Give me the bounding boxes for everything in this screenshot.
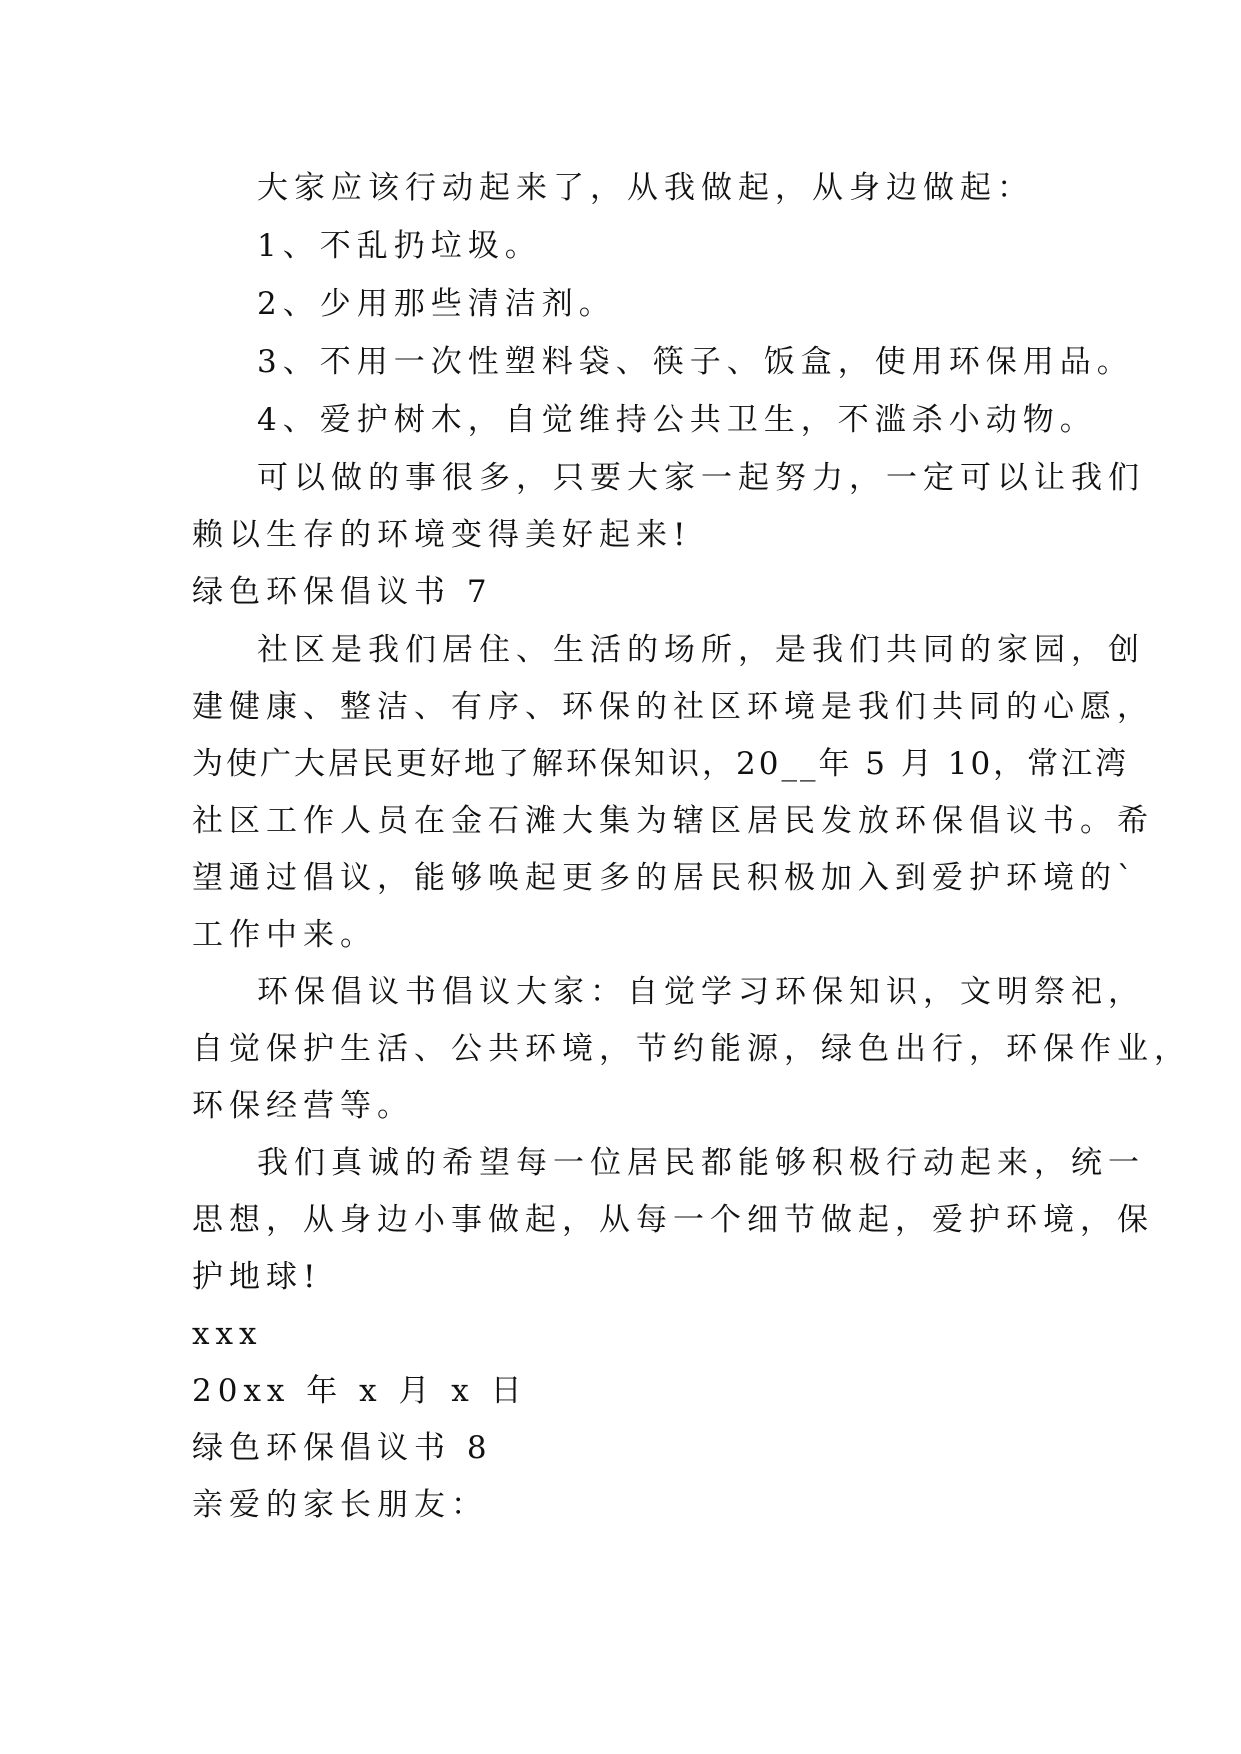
list-item-2: 2、少用那些清洁剂。 — [257, 286, 616, 322]
list-item-4: 4、爱护树木，自觉维持公共卫生，不滥杀小动物。 — [257, 402, 1097, 438]
paragraph-community-line-6: 工作中来。 — [192, 917, 377, 953]
paragraph-closing-line-1: 可以做的事很多，只要大家一起努力，一定可以让我们 — [257, 460, 1145, 496]
salutation: 亲爱的家长朋友： — [192, 1487, 488, 1523]
section-heading-7: 绿色环保倡议书 7 — [192, 574, 493, 610]
paragraph-community-line-3: 为使广大居民更好地了解环保知识，20__年 5 月 10，常江湾 — [192, 746, 1130, 782]
paragraph-closing-line-2: 赖以生存的环境变得美好起来! — [192, 517, 692, 553]
paragraph-community-line-1: 社区是我们居住、生活的场所，是我们共同的家园，创 — [257, 632, 1145, 668]
paragraph-community-line-5: 望通过倡议，能够唤起更多的居民积极加入到爱护环境的` — [192, 860, 1139, 896]
paragraph-proposal-line-1: 环保倡议书倡议大家：自觉学习环保知识，文明祭祀， — [257, 974, 1145, 1010]
list-item-1: 1、不乱扔垃圾。 — [257, 228, 542, 264]
paragraph-intro-line: 大家应该行动起来了，从我做起，从身边做起： — [257, 170, 1034, 206]
signature-name: xxx — [192, 1316, 263, 1352]
section-heading-8: 绿色环保倡议书 8 — [192, 1430, 493, 1466]
paragraph-proposal-line-3: 环保经营等。 — [192, 1088, 414, 1124]
paragraph-proposal-line-2: 自觉保护生活、公共环境，节约能源，绿色出行，环保作业， — [192, 1031, 1191, 1067]
paragraph-community-line-4: 社区工作人员在金石滩大集为辖区居民发放环保倡议书。希 — [192, 803, 1154, 839]
signature-date: 20xx 年 x 月 x 日 — [192, 1373, 528, 1409]
paragraph-hope-line-1: 我们真诚的希望每一位居民都能够积极行动起来，统一 — [257, 1145, 1145, 1181]
paragraph-community-line-2: 建健康、整洁、有序、环保的社区环境是我们共同的心愿， — [192, 689, 1154, 725]
paragraph-hope-line-2: 思想，从身边小事做起，从每一个细节做起，爱护环境，保 — [192, 1202, 1154, 1238]
list-item-3: 3、不用一次性塑料袋、筷子、饭盒，使用环保用品。 — [257, 344, 1134, 380]
paragraph-hope-line-3: 护地球! — [192, 1259, 322, 1295]
